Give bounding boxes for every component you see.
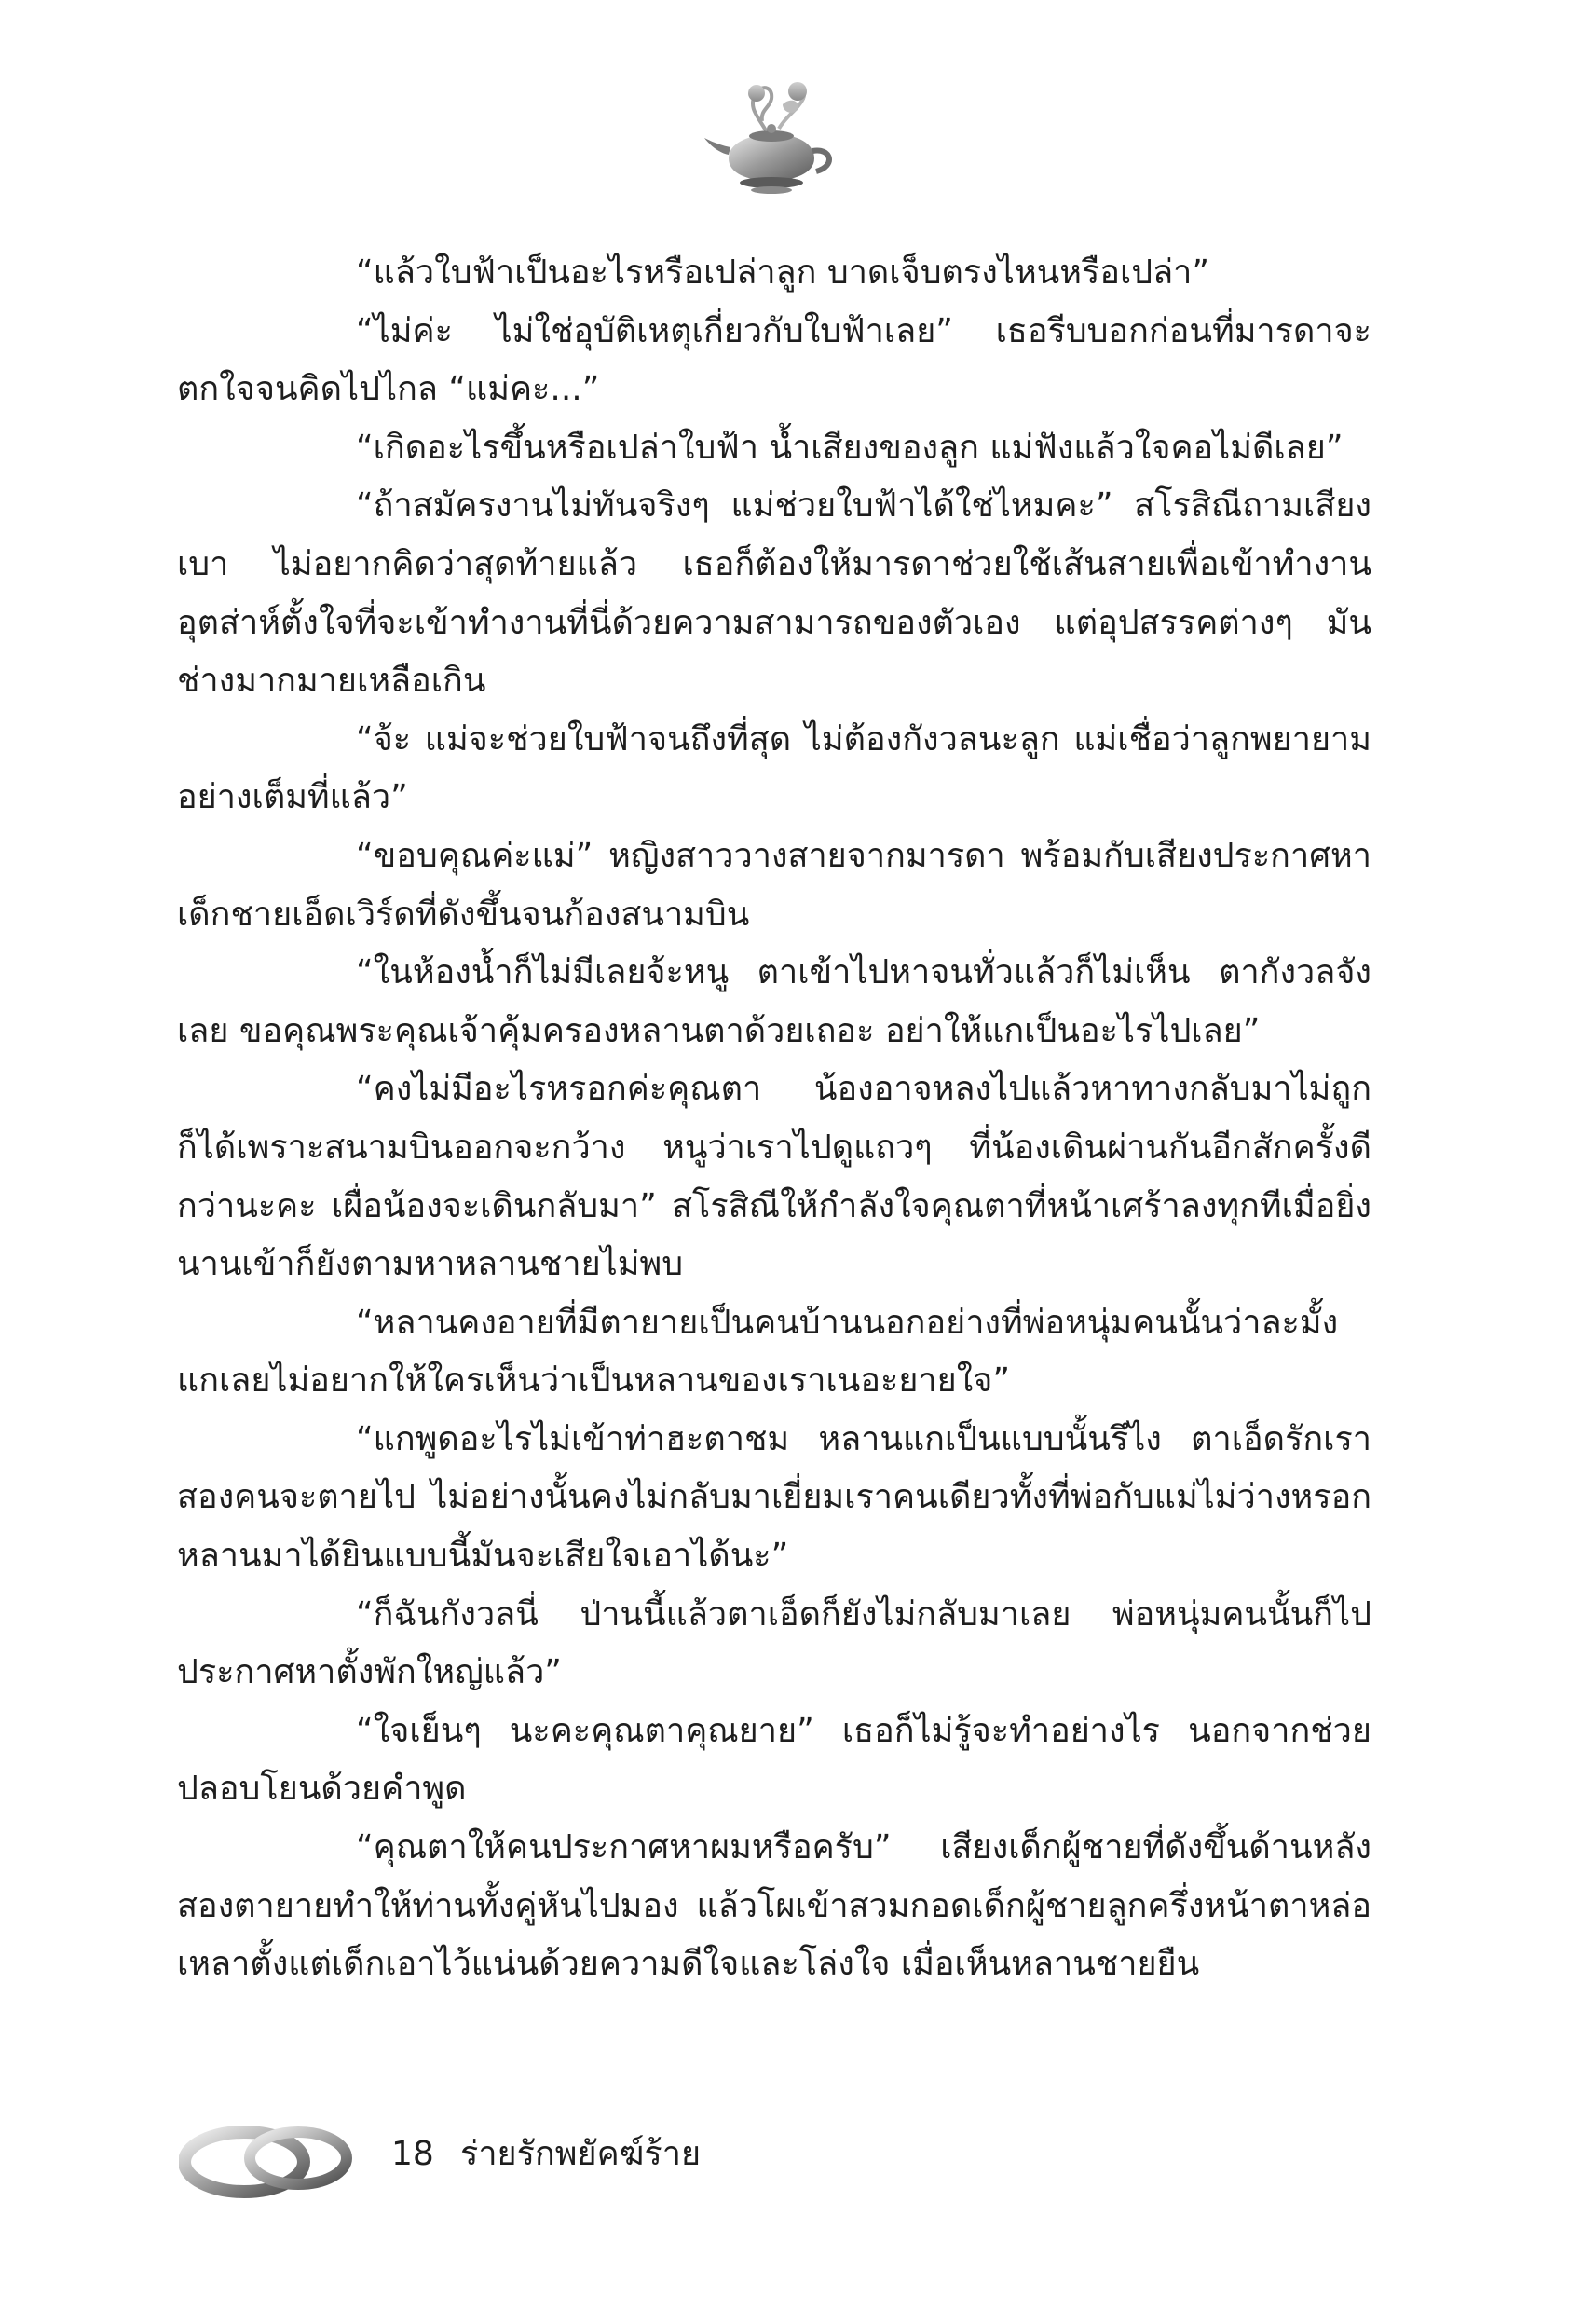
paragraph: “ถ้าสมัครงานไม่ทันจริงๆ แม่ช่วยใบฟ้าได้ใช่ไหมคะ” สโรสิณีถามเสียงเบา ไม่อยากคิดว่าสุดท้ายแล้ว เธอก็ต้องให้มารดาช่วยใช้เส้นสายเพื่อเข้าทำงาน อุตส่าห์ตั้งใจที่จะเข้าทำงานที่นี่ด้วยความสามารถของตัวเอง แต่อุปสรรคต่างๆ มันช่างมากมายเหลือเกิน (177, 486, 1371, 701)
paragraph: “หลานคงอายที่มีตายายเป็นคนบ้านนอกอย่างที่พ่อหนุ่มคนนั้นว่าละมั้ง แกเลยไม่อยากให้ใครเห็นว่าเป็นหลานของเราเนอะยายใจ” (177, 1303, 1339, 1401)
paragraph: “ในห้องน้ำก็ไม่มีเลยจ้ะหนู ตาเข้าไปหาจนทั่วแล้วก็ไม่เห็น ตากังวลจังเลย ขอคุณพระคุณเจ้าคุ้มครองหลานตาด้วยเถอะ อย่าให้แกเป็นอะไรไปเลย” (177, 953, 1371, 1050)
paragraph: “เกิดอะไรขึ้นหรือเปล่าใบฟ้า น้ำเสียงของลูก แม่ฟังแล้วใจคอไม่ดีเลย” (356, 428, 1344, 467)
page-number: 18 (391, 2135, 434, 2173)
paragraph: “ขอบคุณค่ะแม่” หญิงสาววางสายจากมารดา พร้อมกับเสียงประกาศหาเด็กชายเอ็ดเวิร์ดที่ดังขึ้นจนก้องสนามบิน (177, 836, 1371, 934)
wedding-rings-icon (179, 2106, 356, 2208)
teapot-with-flowers-icon (701, 73, 840, 212)
paragraph: “ไม่ค่ะ ไม่ใช่อุบัติเหตุเกี่ยวกับใบฟ้าเลย” เธอรีบบอกก่อนที่มารดาจะตกใจจนคิดไปไกล “แม่คะ...” (177, 311, 1371, 409)
paragraph: “แกพูดอะไรไม่เข้าท่าฮะตาชม หลานแกเป็นแบบนั้นรึไง ตาเอ็ดรักเราสองคนจะตายไป ไม่อย่างนั้นคงไม่กลับมาเยี่ยมเราคนเดียวทั้งที่พ่อกับแม่ไม่ว่างหรอก หลานมาได้ยินแบบนี้มันจะเสียใจเอาได้นะ” (177, 1419, 1371, 1576)
paragraph: “แล้วใบฟ้าเป็นอะไรหรือเปล่าลูก บาดเจ็บตรงไหนหรือเปล่า” (356, 253, 1210, 292)
book-title: ร่ายรักพยัคฆ์ร้าย (460, 2135, 702, 2173)
paragraph: “ก็ฉันกังวลนี่ ป่านนี้แล้วตาเอ็ดก็ยังไม่กลับมาเลย พ่อหนุ่มคนนั้นก็ไปประกาศหาตั้งพักใหญ่แล้ว” (177, 1594, 1371, 1692)
paragraph: “จ้ะ แม่จะช่วยใบฟ้าจนถึงที่สุด ไม่ต้องกังวลนะลูก แม่เชื่อว่าลูกพยายามอย่างเต็มที่แล้ว” (177, 719, 1371, 817)
story-text (177, 244, 1371, 1994)
paragraph: “คงไม่มีอะไรหรอกค่ะคุณตา น้องอาจหลงไปแล้วหาทางกลับมาไม่ถูกก็ได้เพราะสนามบินออกจะกว้าง หนูว่าเราไปดูแถวๆ ที่น้องเดินผ่านกันอีกสักครั้งดีกว่านะคะ เผื่อน้องจะเดินกลับมา” สโรสิณีให้กำลังใจคุณตาที่หน้าเศร้าลงทุกทีเมื่อยิ่งนานเข้าก็ยังตามหาหลานชายไม่พบ (177, 1070, 1371, 1284)
paragraph: “ใจเย็นๆ นะคะคุณตาคุณยาย” เธอก็ไม่รู้จะทำอย่างไร นอกจากช่วยปลอบโยนด้วยคำพูด (177, 1711, 1371, 1809)
page-footer (179, 2106, 831, 2208)
paragraph: “คุณตาให้คนประกาศหาผมหรือครับ” เสียงเด็กผู้ชายที่ดังขึ้นด้านหลังสองตายายทำให้ท่านทั้งคู่หันไปมอง แล้วโผเข้าสวมกอดเด็กผู้ชายลูกครึ่งหน้าตาหล่อเหลาตั้งแต่เด็กเอาไว้แน่นด้วยความดีใจและโล่งใจ เมื่อเห็นหลานชายยืน (177, 1828, 1371, 1984)
